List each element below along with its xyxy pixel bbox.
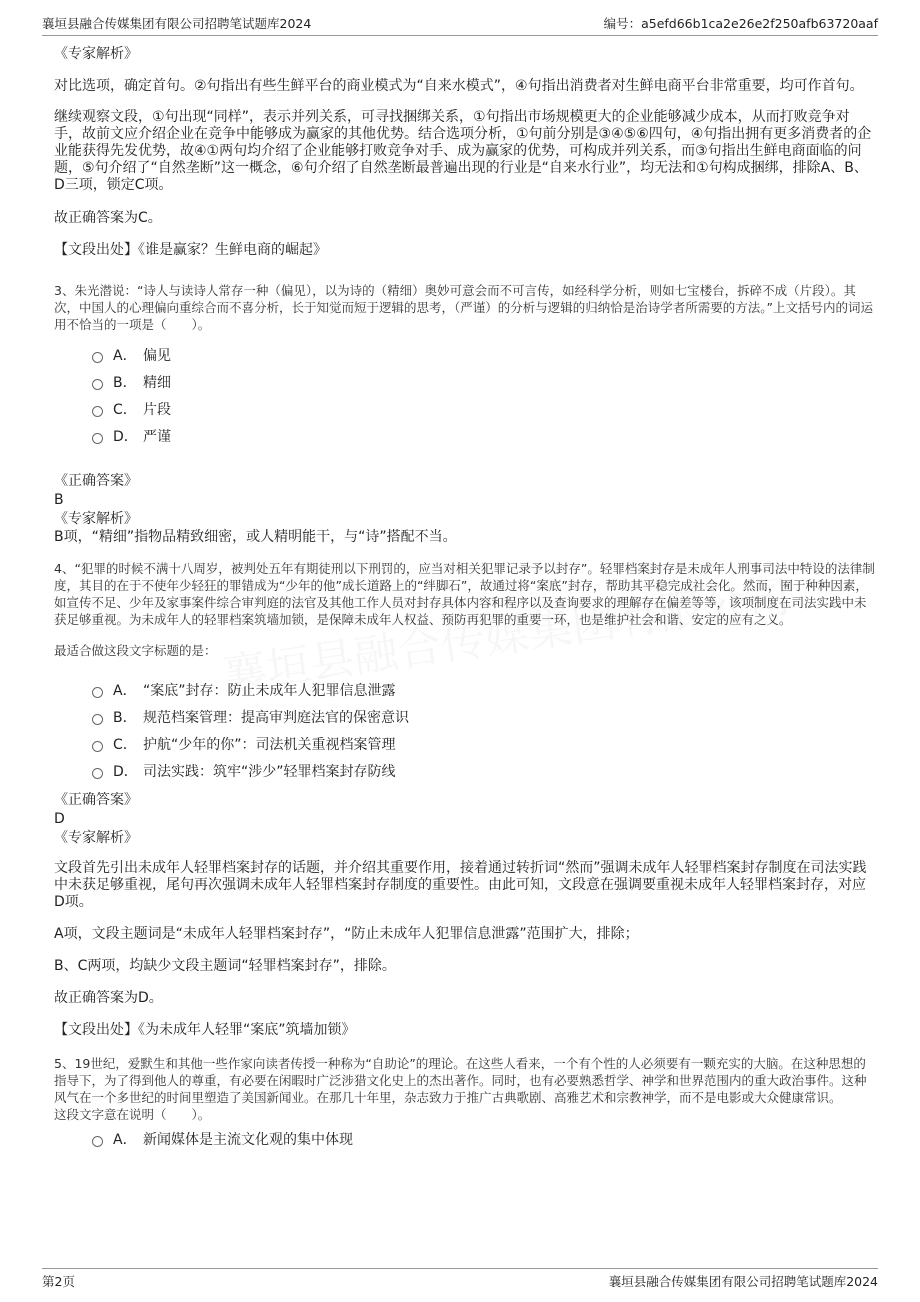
option-letter: D． <box>113 428 138 445</box>
header-title: 襄垣县融合传媒集团有限公司招聘笔试题库2024 <box>42 16 312 31</box>
q4-option-c[interactable] <box>92 730 876 757</box>
q2-source: 【文段出处】《谁是赢家？生鲜电商的崛起》 <box>54 242 327 258</box>
option-letter: D． <box>113 763 138 780</box>
option-letter: B． <box>113 374 137 391</box>
radio-icon[interactable] <box>92 768 103 779</box>
option-letter: A． <box>113 1131 137 1148</box>
q4-option-d[interactable] <box>92 757 876 784</box>
q3-option-b[interactable] <box>92 368 876 395</box>
q3-expert-heading: 《专家解析》 <box>54 511 138 527</box>
q4-option-b[interactable] <box>92 703 876 730</box>
option-text: 护航“少年的你”：司法机关重视档案管理 <box>143 736 396 753</box>
q4-analysis-para1: 文段首先引出未成年人轻罪档案封存的话题，并介绍其重要作用，接着通过转折词“然而”强调未成年人轻罪档案封存制度在司法实践中未获足够重视，尾句再次强调未成年人轻罪档案封存制度的重要性。由此可知，文段意在强调要重视未成年人轻罪档案封存，对应D项。 <box>54 860 867 910</box>
q5-stem: 5、19世纪，爱默生和其他一些作家向读者传授一种称为“自助论”的理论。在这些人看来，一个有个性的人必须要有一颗充实的大脑。在这种思想的指导下，为了得到他人的尊重，有必要在闲暇时广泛涉猎文化史上的杰出著作。同时，也有必要熟悉哲学、神学和世界范围内的重大政治事件。这种风气在一个多世纪的时间里塑造了美国新闻业。在那几十年里，杂志致力于推广古典歌剧、高雅艺术和宗教神学，而不是电影或大众健康常识。 <box>54 1056 867 1105</box>
q3-option-a[interactable] <box>92 341 876 368</box>
page-content <box>54 44 876 1152</box>
q2-analysis-para2: 继续观察文段，①句出现“同样”，表示并列关系，可寻找捆绑关系，①句指出市场规模更大的企业能够减少成本，从而打败竞争对手，故前文应介绍企业在竞争中能够成为赢家的其他优势。结合选项分析，①句前分别是③④⑤⑥四句，④句指出拥有更多消费者的企业能获得先发优势，故④①两句均介绍了企业能够打败竞争对手、成为赢家的优势，可构成并列关系，而③句指出生鲜电商面临的问题，⑤句介绍了“自然垄断”这一概念，⑥句介绍了自然垄断最普遍出现的行业是“自来水行业”，均无法和①句构成捆绑，排除A、B、D三项，锁定C项。 <box>54 109 872 193</box>
q3-stem: 3、朱光潜说：“诗人与读诗人常存一种（偏见），以为诗的（精细）奥妙可意会而不可言传，如经科学分析，则如七宝楼台，拆碎不成（片段）。其次，中国人的心理偏向重综合而不喜分析，长于知觉而短于逻辑的思考，（严谨）的分析与逻辑的归纳恰是治诗学者所需要的方法。”上文括号内的词运用不恰当的一项是（ ）。 <box>54 283 873 332</box>
q4-expert-heading: 《专家解析》 <box>54 830 138 846</box>
q2-analysis-para1: 对比选项，确定首句。②句指出有些生鲜平台的商业模式为“自来水模式”，④句指出消费者对生鲜电商平台非常重要，均可作首句。 <box>54 78 864 94</box>
q3-answer-heading: 《正确答案》 <box>54 473 138 489</box>
option-letter: B． <box>113 709 137 726</box>
option-text: “案底”封存：防止未成年人犯罪信息泄露 <box>143 682 396 699</box>
q3-options <box>54 341 876 449</box>
option-text: 司法实践：筑牢“涉少”轻罪档案封存防线 <box>143 763 396 780</box>
q4-question: 最适合做这段文字标题的是： <box>54 643 217 658</box>
q4-stem: 4、“犯罪的时候不满十八周岁，被判处五年有期徒刑以下刑罚的，应当对相关犯罪记录予以封存”。轻罪档案封存是未成年人刑事司法中特设的法律制度，其目的在于不使年少轻狂的罪错成为“少年的他”成长道路上的“绊脚石”，故通过将“案底”封存，帮助其平稳完成社会化。然而，囿于种种因素，如宣传不足、少年及家事案件综合审判庭的法官及其他工作人员对封存具体内容和程序以及查询要求的理解存在偏差等等，该项制度在司法实践中未获足够重视。为未成年人的轻罪档案筑墙加锁，是保障未成年人权益、预防再犯罪的重要一环，也是维护社会和谐、安定的应有之义。 <box>54 561 875 627</box>
q5-option-a[interactable] <box>92 1125 876 1152</box>
q4-answer: D <box>54 811 65 827</box>
footer-title: 襄垣县融合传媒集团有限公司招聘笔试题库2024 <box>608 1274 878 1289</box>
radio-icon[interactable] <box>92 352 103 363</box>
q4-options <box>54 676 876 784</box>
radio-icon[interactable] <box>92 1136 103 1147</box>
q4-analysis-para2: A项，文段主题词是“未成年人轻罪档案封存”，“防止未成年人犯罪信息泄露”范围扩大，排除； <box>54 926 639 942</box>
q3-analysis: B项，“精细”指物品精致细密，或人精明能干，与“诗”搭配不当。 <box>54 529 457 545</box>
radio-icon[interactable] <box>92 687 103 698</box>
radio-icon[interactable] <box>92 741 103 752</box>
option-text: 严谨 <box>143 428 171 445</box>
q3-option-c[interactable] <box>92 395 876 422</box>
option-letter: C． <box>113 401 137 418</box>
option-text: 精细 <box>143 374 171 391</box>
radio-icon[interactable] <box>92 379 103 390</box>
radio-icon[interactable] <box>92 714 103 725</box>
q4-analysis-para3: B、C两项，均缺少文段主题词“轻罪档案封存”，排除。 <box>54 958 396 974</box>
q3-option-d[interactable] <box>92 422 876 449</box>
q3-answer: B <box>54 492 64 508</box>
q5-question: 这段文字意在说明（ ）。 <box>54 1107 211 1122</box>
radio-icon[interactable] <box>92 433 103 444</box>
q4-source: 【文段出处】《为未成年人轻罪“案底”筑墙加锁》 <box>54 1022 356 1038</box>
q4-option-a[interactable] <box>92 676 876 703</box>
header-serial: 编号：a5efd66b1ca2e26e2f250afb63720aaf <box>603 16 878 31</box>
option-text: 偏见 <box>143 347 171 364</box>
option-text: 新闻媒体是主流文化观的集中体现 <box>143 1131 353 1148</box>
option-letter: A． <box>113 347 137 364</box>
q5-options <box>54 1125 876 1152</box>
q4-conclusion: 故正确答案为D。 <box>54 990 163 1006</box>
option-letter: A． <box>113 682 137 699</box>
option-text: 规范档案管理：提高审判庭法官的保密意识 <box>143 709 409 726</box>
radio-icon[interactable] <box>92 406 103 417</box>
footer-page: 第2页 <box>42 1274 75 1289</box>
page-footer <box>42 1268 878 1294</box>
option-text: 片段 <box>143 401 171 418</box>
q4-answer-heading: 《正确答案》 <box>54 792 138 808</box>
q2-expert-heading: 《专家解析》 <box>54 46 138 62</box>
option-letter: C． <box>113 736 137 753</box>
page-header <box>42 10 878 36</box>
q2-conclusion: 故正确答案为C。 <box>54 210 162 226</box>
